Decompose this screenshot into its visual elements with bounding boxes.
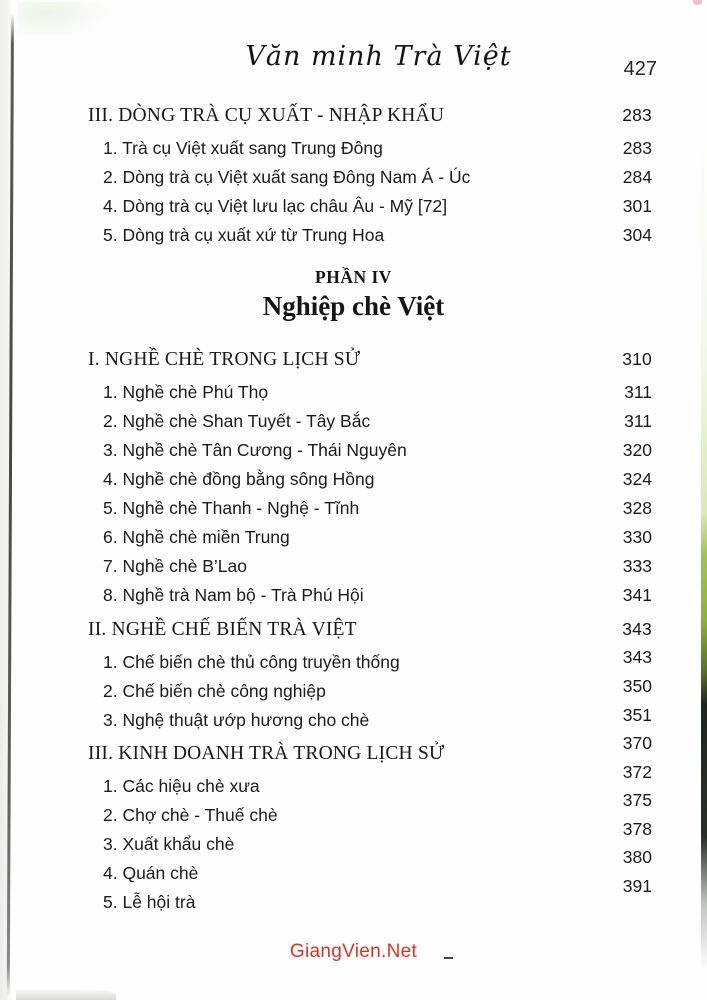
section-heading: II. NGHỀ CHẾ BIẾN TRÀ VIỆT <box>88 619 357 640</box>
toc-entry <box>88 830 652 859</box>
toc-entry-title: 1. Các hiệu chè xưa <box>103 776 260 796</box>
toc-entry-title: 1. Nghề chè Phú Thọ <box>103 382 269 402</box>
toc-entry-page: 333 <box>622 556 652 576</box>
right-page-edge-strip <box>701 140 707 970</box>
part-label: PHẦN IV <box>315 267 392 287</box>
toc-entry-title: 6. Nghề chè miền Trung <box>103 527 290 547</box>
toc-entry-title: 7. Nghề chè B’Lao <box>103 556 247 576</box>
toc-entry <box>88 677 652 706</box>
toc-entry-page: 343 <box>622 647 652 667</box>
section-items <box>88 648 652 735</box>
toc-section-tra-cu-xuat-nhap-khau <box>88 100 652 250</box>
section-heading: III. DÒNG TRÀ CỤ XUẤT - NHẬP KHẨU <box>88 105 445 126</box>
section-items <box>88 378 652 610</box>
section-heading-row <box>88 614 652 645</box>
toc-entry-title: 4. Quán chè <box>103 863 199 883</box>
toc-entry-page: 320 <box>622 440 652 460</box>
toc-entry <box>88 192 652 221</box>
toc-entry <box>88 648 652 677</box>
section-items <box>88 134 652 250</box>
top-right-scan-mark <box>693 0 702 5</box>
toc-entry-title: 3. Nghề chè Tân Cương - Thái Nguyên <box>103 440 407 460</box>
toc-section-nghe-che-bien-tra <box>88 614 652 735</box>
section-page-number-column <box>610 729 652 900</box>
toc-entry <box>88 772 652 801</box>
toc-entry-page: 301 <box>622 196 652 216</box>
toc-entry-page: 372 <box>622 761 652 782</box>
toc-entry-page: 350 <box>622 676 652 696</box>
toc-entry <box>88 221 652 250</box>
section-heading-row <box>88 344 652 375</box>
section-page: 370 <box>622 733 652 753</box>
toc-entry <box>88 465 652 494</box>
toc-entry-title: 4. Dòng trà cụ Việt lưu lạc châu Âu - Mỹ [72] <box>103 196 448 216</box>
part-divider <box>0 266 707 322</box>
toc-entry-page: 284 <box>622 167 652 187</box>
book-title: Văn minh Trà Việt <box>245 41 512 72</box>
toc-entry-title: 5. Nghề chè Thanh - Nghệ - Tĩnh <box>103 498 360 518</box>
top-left-scan-tint <box>18 2 113 38</box>
section-heading: I. NGHỀ CHÈ TRONG LỊCH SỬ <box>88 349 361 370</box>
toc-entry <box>88 378 652 407</box>
toc-entry <box>88 407 652 436</box>
toc-section-nghe-che-lich-su <box>88 344 652 610</box>
section-page: 283 <box>622 105 652 125</box>
toc-entry-title: 3. Xuất khẩu chè <box>103 834 235 854</box>
section-page: 343 <box>622 619 652 639</box>
section-items <box>88 772 652 917</box>
toc-entry-page: 391 <box>622 875 652 896</box>
toc-entry-title: 2. Chợ chè - Thuế chè <box>103 805 278 825</box>
toc-entry-title: 3. Nghệ thuật ướp hương cho chè <box>103 710 370 730</box>
running-header <box>60 40 697 80</box>
toc-entry <box>88 801 652 830</box>
toc-entry-title: 4. Nghề chè đồng bằng sông Hồng <box>103 469 375 489</box>
toc-entry-title: 2. Nghề chè Shan Tuyết - Tây Bắc <box>103 411 371 431</box>
toc-entry-page: 311 <box>624 382 652 402</box>
watermark-text: GiangVien.Net <box>289 941 418 962</box>
toc-entry-page: 380 <box>622 847 652 867</box>
toc-entry <box>88 494 652 523</box>
bottom-left-scan-shade <box>16 988 116 1000</box>
toc-entry-title: 1. Trà cụ Việt xuất sang Trung Đông <box>103 138 383 158</box>
toc-entry-page: 324 <box>622 469 652 489</box>
toc-entry <box>88 163 652 192</box>
section-heading-row <box>88 739 652 769</box>
toc-entry-title: 1. Chế biến chè thủ công truyền thống <box>103 652 400 672</box>
toc-entry <box>88 888 652 917</box>
toc-entry-title: 2. Chế biến chè công nghiệp <box>103 681 326 701</box>
toc-entry-page: 311 <box>624 411 652 431</box>
toc-entry <box>88 436 652 465</box>
toc-entry <box>88 134 652 163</box>
toc-entry-title: 5. Dòng trà cụ xuất xứ từ Trung Hoa <box>103 225 385 245</box>
toc-entry-title: 2. Dòng trà cụ Việt xuất sang Đông Nam Á - Úc <box>103 167 471 187</box>
part-title: Nghiệp chè Việt <box>262 291 445 321</box>
toc-entry <box>88 581 652 610</box>
page-number: 427 <box>623 58 657 80</box>
toc-section-kinh-doanh-tra <box>88 733 652 917</box>
toc-entry-page: 351 <box>622 705 652 725</box>
toc-entry <box>88 859 652 888</box>
section-heading: III. KINH DOANH TRÀ TRONG LỊCH SỬ <box>88 743 445 764</box>
section-heading-row <box>88 100 652 131</box>
toc-entry-title: 8. Nghề trà Nam bộ - Trà Phú Hội <box>103 585 364 605</box>
toc-entry <box>88 523 652 552</box>
toc-entry-page: 330 <box>622 527 652 547</box>
toc-entry <box>88 706 652 735</box>
toc-entry-page: 378 <box>622 818 652 839</box>
toc-entry <box>88 552 652 581</box>
toc-entry-title: 5. Lễ hội trà <box>103 892 196 912</box>
section-page: 310 <box>622 349 652 369</box>
toc-entry-page: 328 <box>622 498 652 518</box>
toc-entry-page: 341 <box>622 585 652 605</box>
toc-entry-page: 375 <box>622 790 652 810</box>
toc-entry-page: 283 <box>622 138 652 158</box>
toc-entry-page: 304 <box>622 225 652 245</box>
